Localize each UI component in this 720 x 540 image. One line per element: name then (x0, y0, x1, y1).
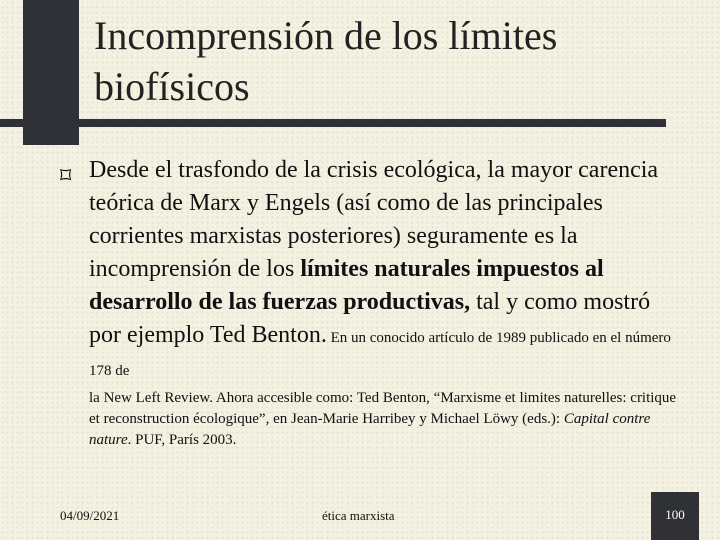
slide-title: Incomprensión de los límites biofísicos (94, 13, 558, 109)
footer-center: ética marxista (322, 508, 395, 523)
citation-part2: . PUF, París 2003. (127, 432, 237, 448)
citation-part1: la New Left Review. Ahora accesible como: Ted Benton, “Marxisme et limites naturelles: critique et reconstruction écologique”, en Jean-Marie Harribey y Michael Löwy (eds.): (89, 390, 677, 427)
citation-italic: Capital contre nature (89, 411, 651, 448)
slide-body (89, 154, 679, 451)
page-number: 100 (665, 507, 685, 522)
citation (89, 388, 679, 451)
body-text-part2: tal y como mostró por ejemplo Ted Benton. (89, 289, 651, 348)
footer-date: 04/09/2021 (60, 508, 120, 523)
title-divider (0, 119, 666, 127)
body-text-part1: Desde el trasfondo de la crisis ecológica, la mayor carencia teórica de Marx y Engels (así como de las principales corrientes marxistas posteriores) seguramente es la incomprensión de los (89, 157, 659, 282)
body-text-bold: límites naturales impuestos al desarrollo de las fuerzas productivas, (89, 256, 604, 315)
bullet-icon: ⌑ (60, 164, 72, 189)
body-text-small: En un conocido artículo de 1989 publicado en el número 178 de (89, 330, 671, 379)
